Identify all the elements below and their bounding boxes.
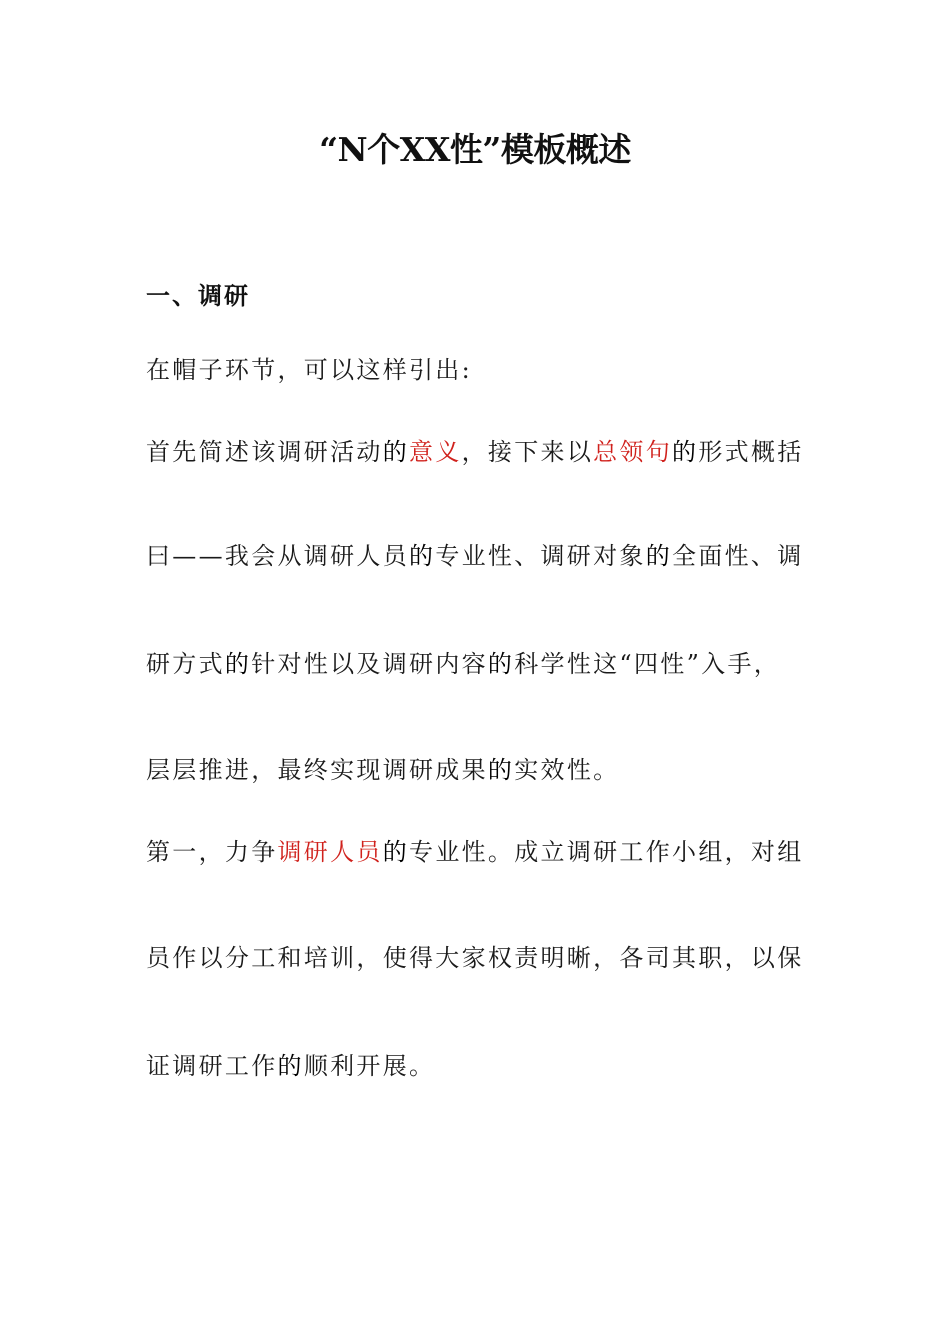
para1-line-2 <box>146 540 804 572</box>
section-heading: 一、调研 <box>146 282 250 310</box>
text-run: 专业性。成立调研工作小组，对组 <box>409 838 804 866</box>
text-run: 的 <box>645 542 673 570</box>
text-run: 针对性以及调研内容 <box>251 650 488 678</box>
text-run: 曰——我会从调研人员 <box>146 542 409 570</box>
para2-line-1 <box>146 836 804 868</box>
para1-line-1 <box>146 436 804 468</box>
text-run: 研方式 <box>146 650 225 678</box>
text-run: 形式概括 <box>698 438 804 466</box>
text-run: 全面性、调 <box>672 542 804 570</box>
highlight-research-staff: 调研人员 <box>277 838 383 866</box>
para1-line-3 <box>146 648 796 680</box>
intro-line: 在帽子环节，可以这样引出: <box>146 356 472 384</box>
text-run: 顺利开展。 <box>303 1052 436 1080</box>
document-title: “N个XX性”模板概述 <box>319 130 631 169</box>
highlight-summary-sentence: 总领句 <box>593 438 673 466</box>
text-run: 证调研工作 <box>146 1052 278 1080</box>
para2-line-3 <box>146 1050 796 1082</box>
highlight-meaning: 意义 <box>409 438 462 466</box>
para1-line-4 <box>146 754 796 786</box>
text-run: 科学性这“四性”入手， <box>514 650 781 678</box>
text-run: 的 <box>224 650 252 678</box>
text-run: 的 <box>672 438 699 466</box>
text-run: 第一，力争 <box>146 838 278 866</box>
text-run: 的 <box>409 542 436 570</box>
text-run: 层层推进，最终实现调研成果 <box>146 756 488 784</box>
text-run: 的 <box>487 756 515 784</box>
text-run: 专业性、调研对象 <box>435 542 646 570</box>
text-run: 首先简述该调研活动 <box>146 438 383 466</box>
text-run: 的 <box>277 1052 304 1080</box>
text-run: ，接下来以 <box>461 438 594 466</box>
text-run: 的 <box>382 438 410 466</box>
text-run: 的 <box>487 650 515 678</box>
text-run: 实效性。 <box>514 756 620 784</box>
text-run: 的 <box>382 838 410 866</box>
para2-line-2: 员作以分工和培训，使得大家权责明晰，各司其职，以保 <box>146 944 804 972</box>
